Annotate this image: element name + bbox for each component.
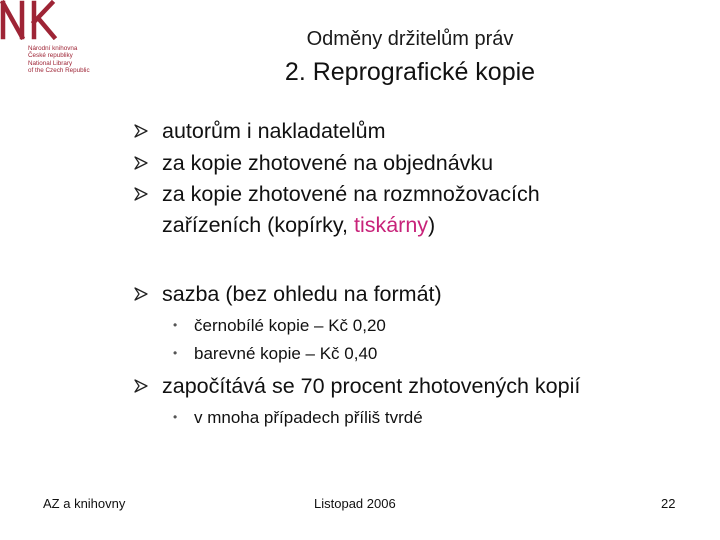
nk-logo-icon bbox=[0, 0, 58, 40]
sub-bullet-too-harsh: v mnoha případech příliš tvrdé bbox=[194, 408, 423, 427]
device-list-text: zařízeních (kopírky, bbox=[162, 213, 354, 237]
logo-line-3: National Library bbox=[28, 59, 73, 67]
footer-left: AZ a knihovny bbox=[43, 496, 126, 511]
bullet-order-copies: za kopie zhotovené na objednávku bbox=[162, 151, 494, 175]
logo-line-1: Národní knihovna bbox=[28, 45, 78, 52]
bullet-device-copies-continued bbox=[162, 210, 435, 241]
printers-highlight: tiskárny bbox=[353, 213, 429, 237]
arrow-bullet-icon bbox=[134, 379, 148, 393]
logo-line-4: of the Czech Republic bbox=[28, 67, 90, 75]
dot-bullet-icon: • bbox=[173, 318, 178, 332]
page-number: 22 bbox=[661, 496, 676, 511]
library-logo bbox=[0, 0, 110, 90]
logo-text bbox=[28, 45, 90, 75]
bullet-seventy-percent: započítává se 70 procent zhotovených kopií bbox=[162, 374, 581, 398]
logo-line-2: České republiky bbox=[28, 52, 73, 60]
bullet-device-copies: za kopie zhotovené na rozmnožovacích bbox=[162, 182, 540, 206]
sub-bullet-color-copies: barevné kopie – Kč 0,40 bbox=[194, 344, 378, 363]
dot-bullet-icon: • bbox=[173, 410, 178, 424]
slide-title: 2. Reprografické kopie bbox=[284, 58, 536, 86]
arrow-bullet-icon bbox=[134, 187, 148, 201]
footer-date: Listopad 2006 bbox=[314, 496, 396, 511]
sub-bullet-bw-copies: černobílé kopie – Kč 0,20 bbox=[194, 316, 386, 335]
arrow-bullet-icon bbox=[134, 156, 148, 170]
arrow-bullet-icon bbox=[134, 287, 148, 301]
bullet-authors-publishers: autorům i nakladatelům bbox=[162, 119, 386, 143]
arrow-bullet-icon bbox=[134, 124, 148, 138]
bullet-rate: sazba (bez ohledu na formát) bbox=[162, 282, 442, 306]
slide-subtitle: Odměny držitelům práv bbox=[306, 28, 514, 50]
closing-paren: ) bbox=[428, 213, 436, 237]
dot-bullet-icon: • bbox=[173, 346, 178, 360]
